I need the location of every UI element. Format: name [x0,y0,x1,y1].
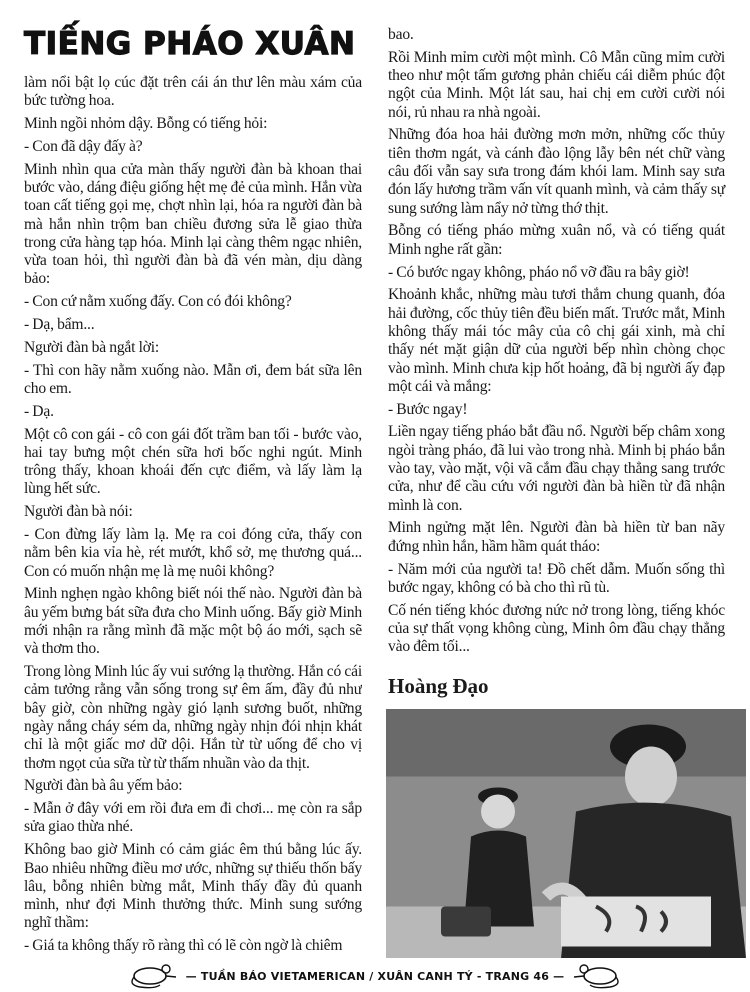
rat-icon [570,963,620,989]
paragraph: Minh nghẹn ngào không biết nói thế nào. Người đàn bà âu yếm bưng bát sữa đưa cho Minh uống. Bấy giờ Minh mới nhận ra rằng mình đã mặc một bộ áo mới, sạch sẽ và thơm tho. [24,585,362,658]
paragraph: Minh ngồi nhỏm dậy. Bỗng có tiếng hỏi: [24,115,268,133]
paragraph: Minh nhìn qua cửa màn thấy người đàn bà khoan thai bước vào, dáng điệu giống hệt mẹ đẻ của mình. Hắn vừa toan cất tiếng gọi mẹ, chợt nhìn lại, hóa ra người đàn bà mà hắn nhìn trộm ban chiều đương sửa lễ giao thừa trong cửa hàng tạp hóa. Minh lại càng thêm ngạc nhiên, vừa toan hỏi, thì người đàn bà đã vén màn, dịu dàng bảo: [24,160,362,288]
paragraph: - Bước ngay! [388,400,468,418]
page-footer [0,962,750,990]
paragraph: Người đàn bà nói: [24,503,133,521]
paragraph: Minh ngửng mặt lên. Người đàn bà hiền từ ban nãy đứng nhìn hắn, hầm hầm quát tháo: [388,519,725,555]
paragraph: - Con cứ nằm xuống đấy. Con có đói không? [24,293,292,311]
paragraph: - Năm mới của người ta! Đồ chết dẫm. Muốn sống thì bước ngay, không có bà cho thì rũ tù. [388,560,725,596]
photo-illustration [386,709,746,959]
paragraph: - Thì con hãy nằm xuống nào. Mẫn ơi, đem bát sữa lên cho em. [24,361,362,397]
article-photo [386,709,746,959]
paragraph: - Con đừng lấy làm lạ. Mẹ ra coi đóng cửa, thấy con nằm bên kia vỉa hè, rét mướt, khổ sở, mẹ thương quá... Con có muốn nhận mẹ là mẹ nuôi không? [24,526,362,580]
paragraph: bao. [388,26,414,43]
paragraph: Liền ngay tiếng pháo bắt đầu nổ. Người bếp châm xong ngòi tràng pháo, đã lui vào trong nhà. Minh bị pháo bắn vào tay, vào mặt, vội vã cắm đầu chạy thẳng sang trước cửa, như để cầu cứu với người đàn bà hiền từ đã nhận mình là con. [388,423,725,514]
paragraph: Những đóa hoa hải đường mơn mởn, những cốc thủy tiên thơm ngát, và cánh đào lộng lẫy bên nét chữ vàng câu đối vẫn say sưa trong đám khói lam. Minh say sưa đón lấy hương trầm vấn vít quanh mình, và cảm thấy sự sung sướng làm nẩy nở từng thớ thịt. [388,126,725,217]
footer-text: — TUẦN BÁO VIETAMERICAN / XUÂN CANH TÝ - TRANG 46 — [185,969,565,983]
right-column-text [388,26,725,699]
paragraph: Người đàn bà âu yếm bảo: [24,777,183,795]
paragraph: - Con đã dậy đấy à? [24,137,143,155]
paragraph: Cố nén tiếng khóc đương nức nở trong lòng, tiếng khóc của sự thất vọng không cùng, Minh ôm đầu chạy thẳng vào đêm tối... [388,601,725,656]
paragraph: Trong lòng Minh lúc ấy vui sướng lạ thường. Hắn có cái cảm tưởng rằng vẫn sống trong sự êm ấm, đầy đủ như bây giờ, còn những ngày gió lạnh sương buốt, những ngày nắng cháy sém da, những ngày nhịn đói nhịn khát chỉ là một giấc mơ dữ dội. Hắn từ từ uống để cho vị thơm ngọt của sữa từ từ thấm nhuần vào da thịt. [24,663,362,772]
paragraph: - Giá ta không thấy rõ ràng thì có lẽ còn ngờ là chiêm [24,937,343,954]
paragraph: làm nổi bật lọ cúc đặt trên cái án thư lên màu xám của bức tường hoa. [24,74,362,110]
paragraph: Một cô con gái - cô con gái đốt trầm ban tối - bước vào, hai tay bưng một chén sữa hơi bốc nghi ngút. Minh trông thấy, khoan khoái đến cực điểm, và lấy làm lạ lùng hết sức. [24,425,362,498]
paragraph: Rồi Minh mỉm cười một mình. Cô Mẫn cũng mỉm cười theo như một tấm gương phản chiếu cái diễm phúc đột ngột của Minh. Một lát sau, hai chị em cười cười nói nói, rủ nhau ra nhà ngoài. [388,48,725,121]
paragraph: Bỗng có tiếng pháo mừng xuân nổ, và có tiếng quát Minh nghe rất gần: [388,222,725,258]
article-title: TIẾNG PHÁO XUÂN [24,26,356,62]
left-column [24,74,362,954]
rat-icon [130,963,180,989]
paragraph: Khoảnh khắc, những màu tươi thắm chung quanh, đóa hải đường, cốc thủy tiên đều biến mất. Trước mắt, Minh không thấy mái tóc mây của cô chị gái xinh, mà chỉ thấy nét mặt giận dữ của người bếp nhìn chòng chọc vào mình. Minh chưa kịp hốt hoảng, đã bị người ấy đạp một cái và mắng: [388,286,725,395]
right-column [388,26,725,958]
paragraph: Người đàn bà ngắt lời: [24,338,160,356]
paragraph: - Mẫn ở đây với em rồi đưa em đi chơi... mẹ còn ra sắp sửa giao thừa nhé. [24,800,362,836]
paragraph: - Có bước ngay không, pháo nổ vỡ đầu ra bây giờ! [388,263,690,281]
author-name: Hoàng Đạo [388,673,489,698]
paragraph: Không bao giờ Minh có cảm giác êm thú bằng lúc ấy. Bao nhiêu những điều mơ ước, những sự thiếu thốn bấy lâu, bỗng nhiên bừng mắt, Minh thấy đầy đủ quanh mình, như đợi Minh thưởng thức. Minh sung sướng nghĩ thầm: [24,841,362,932]
paragraph: - Dạ. [24,402,54,420]
paragraph: - Dạ, bẩm... [24,316,95,334]
